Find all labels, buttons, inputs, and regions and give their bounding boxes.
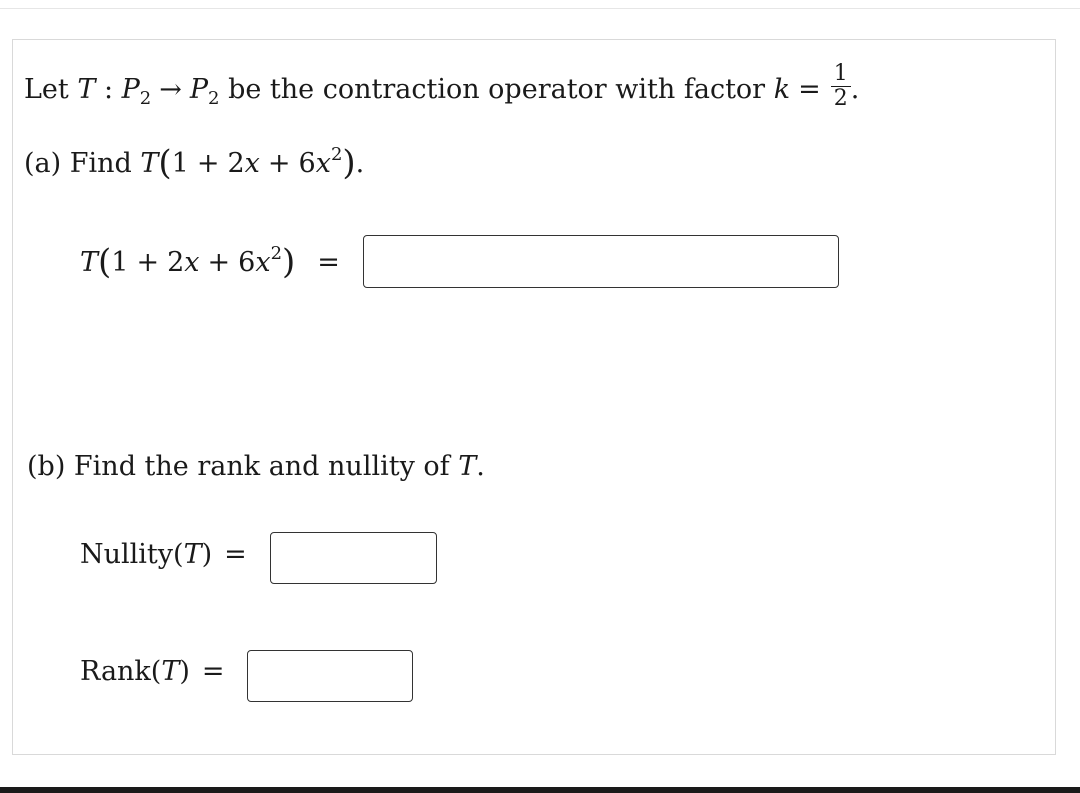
- bottom-border: [0, 787, 1080, 793]
- part-b-prompt: (b) Find the rank and nullity of T.: [27, 451, 485, 482]
- nullity-answer-input[interactable]: [270, 532, 437, 584]
- rank-label: Rank(T) =: [80, 656, 225, 687]
- nullity-label: Nullity(T) =: [80, 539, 247, 570]
- problem-statement: Let T : $P_2 \to P_2$ be the contraction operator with factor k = $\frac{1}{2}$ .: [24, 61, 860, 111]
- top-divider: [0, 8, 1080, 9]
- part-a-answer-input[interactable]: [363, 235, 839, 288]
- rank-answer-input[interactable]: [247, 650, 413, 702]
- part-a-prompt: (a) Find $T(1 + 2x + 6x^2)$.: [24, 143, 365, 183]
- fraction-one-half: $\frac{1}{2}$: [831, 62, 851, 111]
- part-a-answer-label: $T(1 + 2x + 6x^2)$ =: [80, 242, 340, 282]
